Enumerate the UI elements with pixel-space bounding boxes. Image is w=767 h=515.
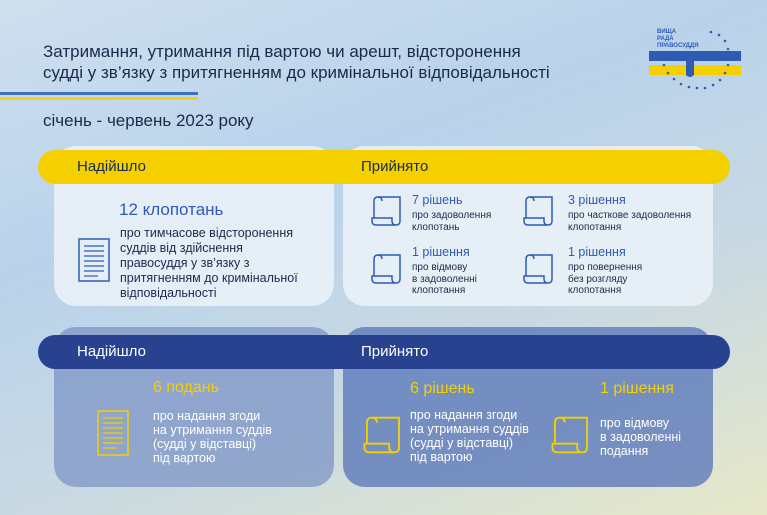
desc-line: (судді у відставці)	[153, 437, 257, 451]
desc-line: про задоволення	[412, 210, 492, 221]
desc-line: клопотання	[568, 285, 622, 296]
desc-line: клопотань	[412, 221, 460, 233]
section1-adopted-label: Прийнято	[361, 158, 429, 175]
document-list-icon	[97, 410, 129, 456]
section2-adopted-label: Прийнято	[361, 343, 429, 360]
section1-received-label: Надійшло	[77, 158, 146, 175]
section2-received-label: Надійшло	[77, 343, 146, 360]
decision-desc	[412, 262, 477, 297]
desc-line: про відмову	[412, 262, 468, 273]
section1-received-count: 12 клопотань	[119, 200, 224, 219]
decision-desc	[412, 210, 491, 233]
desc-line: правосуддя у зв’язку з	[120, 256, 250, 270]
logo	[649, 25, 741, 93]
logo-flag-yellow	[649, 65, 741, 75]
desc-line: клопотання	[412, 285, 466, 296]
section2-received-count: 6 подань	[153, 379, 219, 396]
desc-line: про надання згоди	[410, 408, 518, 422]
desc-line: про повернення	[568, 262, 643, 273]
scroll-icon	[370, 252, 404, 286]
logo-flag-blue	[649, 51, 741, 61]
desc-line: під вартою	[153, 451, 216, 465]
scroll-icon	[370, 194, 404, 228]
desc-line: притягненням до кримінальної	[120, 271, 298, 285]
scroll-icon	[362, 414, 404, 456]
decision-desc	[410, 408, 529, 464]
logo-text-1: ВИЩА	[657, 29, 677, 35]
section2-received-desc	[153, 409, 272, 465]
document-list-icon	[78, 238, 110, 282]
title-line-2: судді у зв’язку з притягненням до кримінальної відповідальності	[43, 63, 550, 82]
desc-line: в задоволенні	[600, 430, 682, 444]
desc-line: під вартою	[410, 450, 473, 464]
desc-line: про тимчасове відсторонення	[120, 226, 294, 240]
scroll-icon	[550, 414, 592, 456]
desc-line: в задоволенні	[412, 273, 477, 285]
desc-line: на утримання суддів	[410, 422, 529, 436]
decision-count: 3 рішення	[568, 193, 626, 207]
scroll-icon	[522, 252, 556, 286]
decision-desc	[568, 262, 642, 297]
page-title	[43, 41, 643, 83]
desc-line: відповідальності	[120, 286, 217, 300]
scroll-icon	[522, 194, 556, 228]
logo-text-3: ПРАВОСУДДЯ	[657, 43, 699, 49]
desc-line: (судді у відставці)	[410, 436, 514, 450]
desc-line: про відмову	[600, 416, 670, 430]
logo-text-2: РАДА	[657, 36, 674, 42]
decision-desc	[600, 416, 681, 458]
decision-count: 1 рішення	[568, 245, 626, 259]
desc-line: без розгляду	[568, 273, 628, 285]
desc-line: на утримання суддів	[153, 423, 272, 437]
decision-count: 1 рішення	[600, 380, 674, 397]
desc-line: про надання згоди	[153, 409, 261, 423]
desc-line: про часткове задоволення	[568, 210, 692, 221]
decision-count: 7 рішень	[412, 193, 463, 207]
decor-stripe-blue	[0, 92, 198, 95]
decision-desc	[568, 210, 691, 233]
logo-emblem	[649, 25, 741, 93]
title-line-1: Затримання, утримання під вартою чи арешт, відсторонення	[43, 42, 521, 61]
desc-line: подання	[600, 444, 649, 458]
section1-received-desc	[120, 226, 298, 301]
desc-line: суддів від здійснення	[120, 241, 243, 255]
decision-count: 6 рішень	[410, 380, 475, 397]
period-label: січень - червень 2023 року	[43, 111, 254, 130]
desc-line: клопотання	[568, 221, 622, 233]
trident-icon	[686, 57, 694, 77]
decision-count: 1 рішення	[412, 245, 470, 259]
decor-stripe-yellow	[0, 97, 198, 100]
